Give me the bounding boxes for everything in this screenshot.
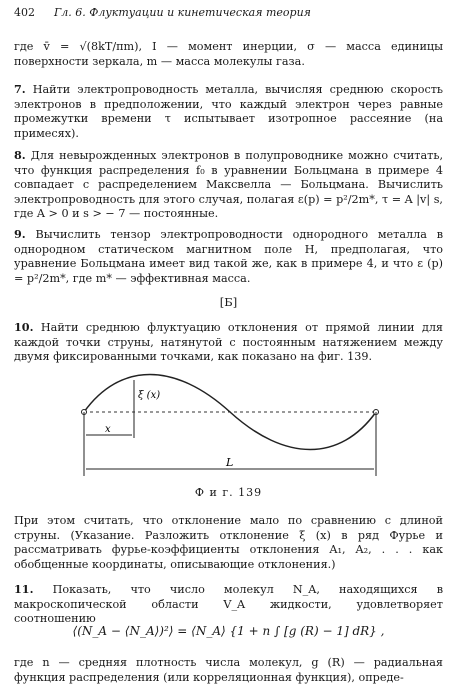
intro-paragraph: где v̄ = √(8kT/πm), I — момент инерции, σ — масса единицы поверхности зеркала, m — масса молекулы газа.: [14, 40, 443, 68]
figure-caption: Ф и г. 139: [194, 486, 263, 499]
xi-label: ξ (x): [138, 390, 161, 401]
problem-text: Найти электропроводность металла, вычисляя среднюю скорость электронов в предположении, что каждый электрон через равные промежутки времени τ испытывает изотропное рассеяние (на примесях).: [14, 83, 443, 140]
problem-9: [14, 227, 443, 286]
problem-number: 10.: [14, 320, 34, 334]
problem-text: Показать, что число молекул N_A, находящихся в макроскопической области V_A жидкости, удовлетворяет соотношению: [14, 583, 443, 626]
problem-number: 8.: [14, 148, 26, 162]
section-mark: [Б]: [219, 295, 238, 309]
problem-number: 9.: [14, 227, 26, 241]
problem-number: 7.: [14, 82, 26, 96]
problem-11: [14, 582, 443, 627]
page-number: 402: [14, 6, 35, 19]
running-header: [14, 6, 443, 24]
L-label: L: [226, 456, 234, 469]
problem-7: [14, 82, 443, 141]
problem-text: Вычислить тензор электропроводности однородного металла в однородном статическом магнитном поле H, предполагая, что уравнение Больцмана имеет вид такой же, как в примере 4, и что ε (p) = p²/2m*, где m* — эффективная масса.: [14, 228, 443, 285]
fluctuation-formula: ⟨(N_A − ⟨N_A⟩)²⟩ = ⟨N_A⟩ {1 + n ∫ [g (R) − 1] dR} ,: [72, 624, 385, 638]
problem-text: Для невырожденных электронов в полупроводнике можно считать, что функция распределения f₀ в уравнении Больцмана в примере 4 совпадает с распределением Максвелла — Больцмана. Вычислить электропроводность для этого случая, полагая ε(p) = p²/2m*, τ = A |v| s, где A > 0 и s > − 7 — постоянные.: [14, 149, 444, 221]
chapter-title: Гл. 6. Флуктуации и кинетическая теория: [54, 6, 311, 19]
closing-paragraph: где n — средняя плотность числа молекул, g (R) — радиальная функция распределения (или корреляционная функция), опреде-: [14, 656, 443, 684]
problem-number: 11.: [14, 582, 34, 596]
problem-10: [14, 320, 443, 365]
problem-text: Найти среднюю флуктуацию отклонения от прямой линии для каждой точки струны, натянутой с постоянным натяжением между двумя фиксированными точками, как показано на фиг. 139.: [14, 321, 443, 364]
problem-8: [14, 148, 443, 222]
hint-paragraph: При этом считать, что отклонение мало по сравнению с длиной струны. (Указание. Разложить отклонение ξ (x) в ряд Фурье и рассматривать фурье-коэффициенты отклонения A₁, A₂, . . . как обобщенные координаты, описывающие отклонения.): [14, 514, 443, 571]
x-label: x: [105, 424, 111, 435]
